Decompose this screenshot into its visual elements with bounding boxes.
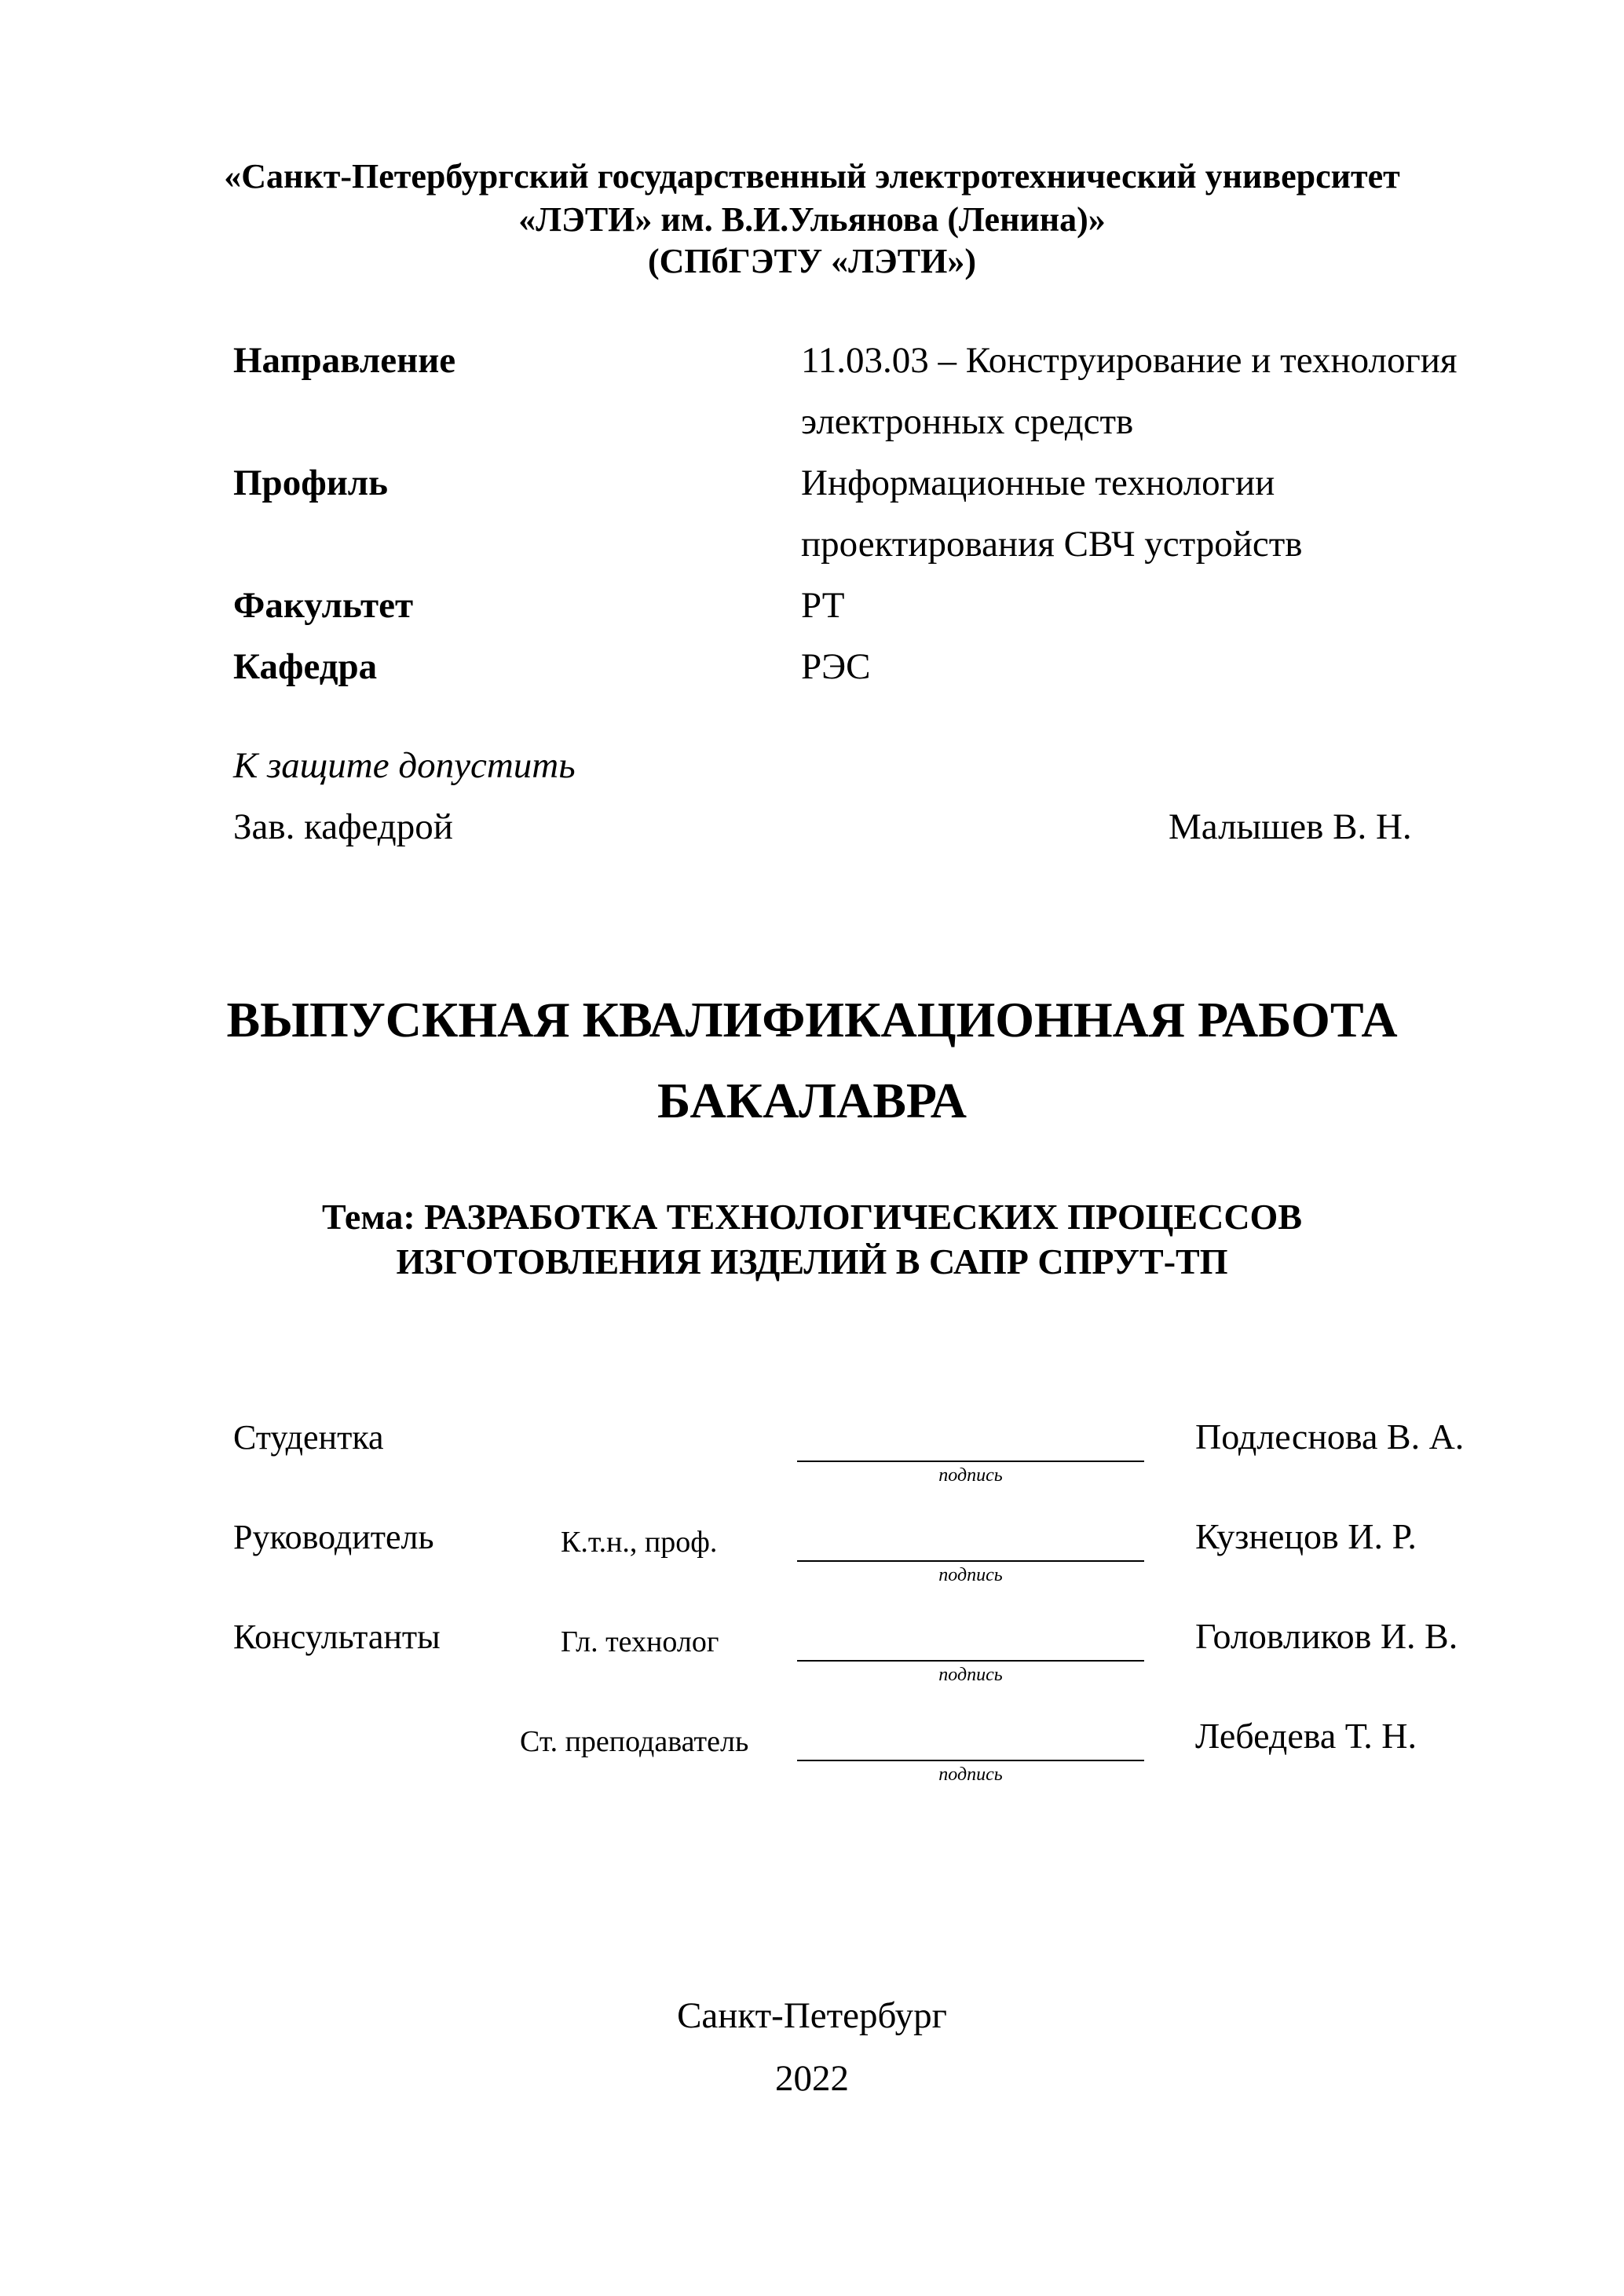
info-value-profile-line-1: Информационные технологии [801, 462, 1275, 503]
signature-role-supervisor: Руководитель [233, 1518, 434, 1556]
signature-role-consultants: Консультанты [233, 1618, 441, 1656]
signature-caption-consultant-1: подпись [938, 1665, 1003, 1685]
signature-name-student: Подлеснова В. А. [1195, 1417, 1465, 1457]
signature-position-supervisor: К.т.н., проф. [561, 1526, 718, 1559]
info-value-profile-line-2: проектирования СВЧ устройств [801, 524, 1303, 565]
signature-name-consultant-2: Лебедева Т. Н. [1195, 1716, 1417, 1756]
signature-name-supervisor: Кузнецов И. Р. [1195, 1516, 1417, 1556]
university-line-3: (СПбГЭТУ «ЛЭТИ») [648, 242, 976, 280]
admission-name: Малышев В. Н. [1169, 806, 1412, 847]
admission-note: К защите допустить [233, 745, 576, 786]
info-label-department: Кафедра [233, 646, 378, 687]
university-line-2: «ЛЭТИ» им. В.И.Ульянова (Ленина)» [518, 200, 1106, 239]
signature-caption-student: подпись [938, 1465, 1003, 1486]
info-value-direction-line-2: электронных средств [801, 401, 1134, 442]
footer-year: 2022 [775, 2058, 849, 2099]
info-label-faculty: Факультет [233, 585, 414, 626]
info-value-direction-line-1: 11.03.03 – Конструирование и технология [801, 340, 1458, 381]
info-label-direction: Направление [233, 340, 456, 381]
signature-name-consultant-1: Головликов И. В. [1195, 1616, 1458, 1656]
signature-role-student: Студентка [233, 1418, 384, 1457]
signature-position-consultant-2: Ст. преподаватель [520, 1725, 749, 1758]
signature-line-student [797, 1461, 1144, 1462]
signature-line-consultant-2 [797, 1760, 1144, 1761]
signature-position-consultant-1: Гл. технолог [561, 1625, 719, 1658]
info-label-profile: Профиль [233, 462, 389, 503]
signature-line-supervisor [797, 1560, 1144, 1562]
info-value-faculty: РТ [801, 585, 845, 626]
footer-city: Санкт-Петербург [677, 1995, 947, 2036]
topic-line-1: Тема: РАЗРАБОТКА ТЕХНОЛОГИЧЕСКИХ ПРОЦЕССОВ [321, 1197, 1303, 1237]
work-title-line-1: ВЫПУСКНАЯ КВАЛИФИКАЦИОННАЯ РАБОТА [226, 992, 1398, 1047]
work-title-line-2: БАКАЛАВРА [657, 1073, 967, 1128]
university-line-1: «Санкт-Петербургский государственный электротехнический университет [224, 157, 1400, 196]
info-value-department: РЭС [801, 646, 871, 687]
topic-line-2: ИЗГОТОВЛЕНИЯ ИЗДЕЛИЙ В САПР СПРУТ-ТП [396, 1241, 1228, 1281]
admission-role: Зав. кафедрой [233, 806, 453, 847]
signature-line-consultant-1 [797, 1660, 1144, 1662]
signature-caption-consultant-2: подпись [938, 1764, 1003, 1785]
signature-caption-supervisor: подпись [938, 1565, 1003, 1585]
